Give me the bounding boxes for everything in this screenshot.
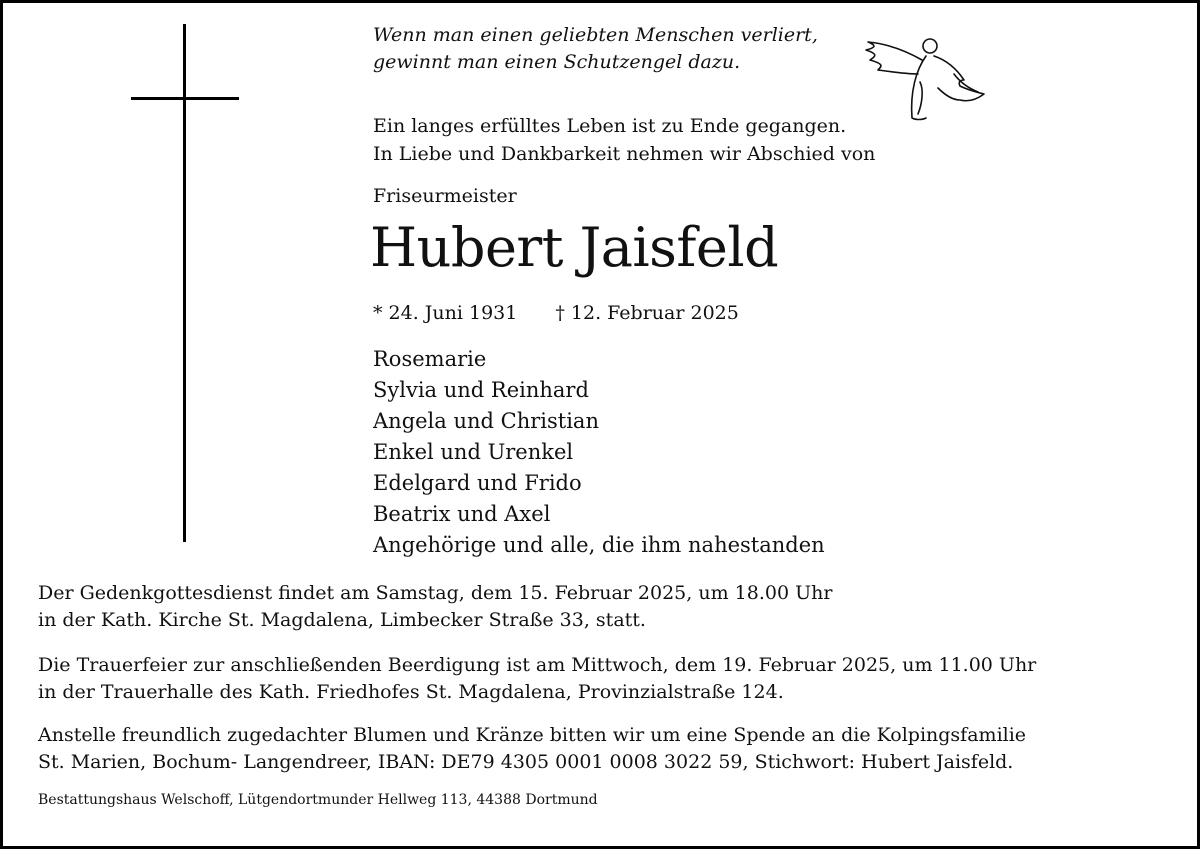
- life-dates: [373, 300, 739, 326]
- mourners-list: [373, 344, 825, 561]
- intro-line-1: Ein langes erfülltes Leben ist zu Ende gegangen.: [373, 115, 847, 137]
- mass-line-1: Der Gedenkgottesdienst findet am Samstag, dem 15. Februar 2025, um 18.00 Uhr: [38, 582, 833, 604]
- donation-info: [38, 722, 1026, 776]
- mourner: Angehörige und alle, die ihm nahestanden: [373, 533, 825, 557]
- death-date: † 12. Februar 2025: [555, 302, 739, 324]
- mourner: Beatrix und Axel: [373, 502, 551, 526]
- profession: Friseurmeister: [373, 185, 517, 207]
- mourner: Rosemarie: [373, 347, 487, 371]
- funeral-info: [38, 652, 1036, 706]
- birth-date: * 24. Juni 1931: [373, 302, 518, 324]
- angel-icon: [860, 30, 990, 125]
- mourner: Angela und Christian: [373, 409, 599, 433]
- funeral-line-2: in der Trauerhalle des Kath. Friedhofes St. Magdalena, Provinzialstraße 124.: [38, 681, 784, 703]
- intro: [373, 112, 875, 168]
- deceased-name: Hubert Jaisfeld: [370, 216, 779, 279]
- funeral-line-1: Die Trauerfeier zur anschließenden Beerdigung ist am Mittwoch, dem 19. Februar 2025, um 11.00 Uhr: [38, 654, 1037, 676]
- mourner: Edelgard und Frido: [373, 471, 582, 495]
- mourner: Enkel und Urenkel: [373, 440, 574, 464]
- motto-line-2: gewinnt man einen Schutzengel dazu.: [373, 51, 741, 73]
- intro-line-2: In Liebe und Dankbarkeit nehmen wir Abschied von: [373, 143, 876, 165]
- mass-line-2: in der Kath. Kirche St. Magdalena, Limbecker Straße 33, statt.: [38, 609, 646, 631]
- mourner: Sylvia und Reinhard: [373, 378, 589, 402]
- motto: [373, 22, 818, 76]
- memorial-mass-info: [38, 580, 832, 634]
- donation-line-1: Anstelle freundlich zugedachter Blumen und Kränze bitten wir um eine Spende an die Kolpingsfamilie: [38, 724, 1027, 746]
- cross-horizontal-bar: [131, 97, 239, 100]
- motto-line-1: Wenn man einen geliebten Menschen verliert,: [373, 24, 818, 46]
- donation-line-2: St. Marien, Bochum- Langendreer, IBAN: DE79 4305 0001 0008 3022 59, Stichwort: Hubert Jaisfeld.: [38, 751, 1014, 773]
- cross-vertical-bar: [183, 24, 186, 542]
- undertaker-info: Bestattungshaus Welschoff, Lütgendortmunder Hellweg 113, 44388 Dortmund: [38, 792, 598, 808]
